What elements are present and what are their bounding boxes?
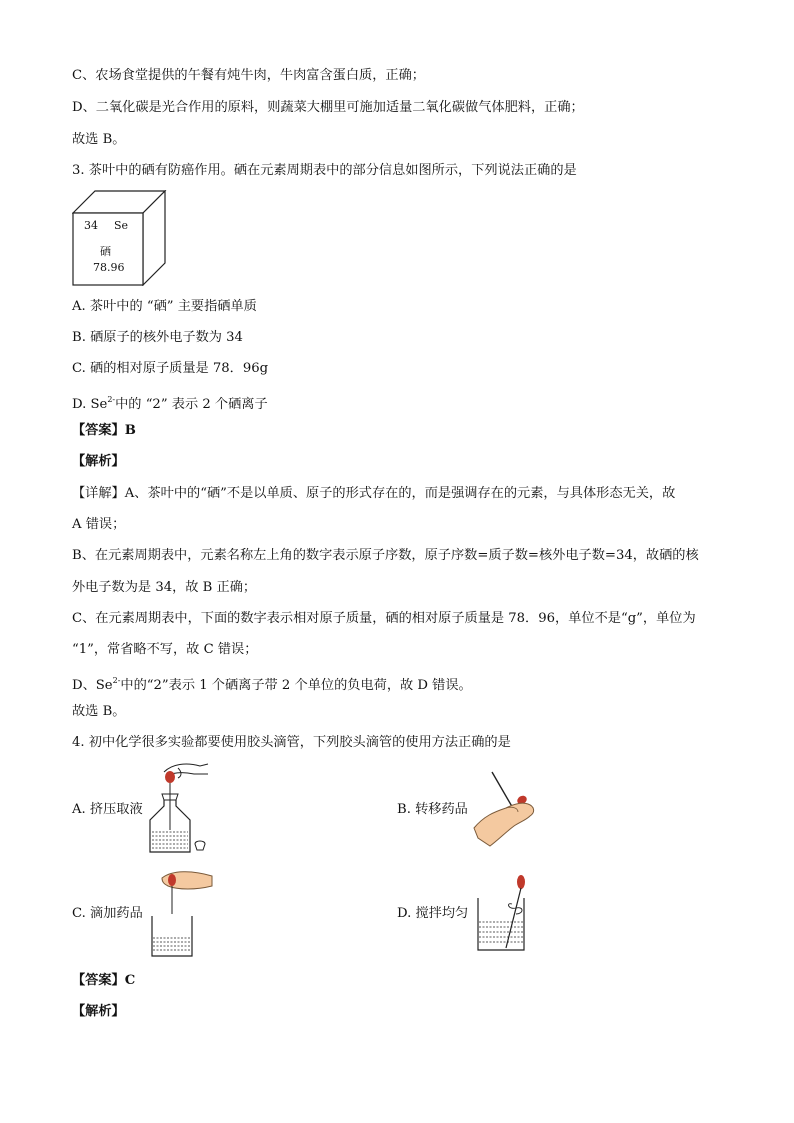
detail-line: A 错误；	[72, 517, 126, 532]
detail-line: 外电子数为是 34，故 B 正确；	[72, 580, 257, 595]
question-3-stem: 3. 茶叶中的硒有防癌作用。硒在元素周期表中的部分信息如图所示，下列说法正确的是	[72, 163, 577, 178]
squeeze-dropper-figure	[142, 760, 212, 856]
detail-line: C、在元素周期表中，下面的数字表示相对原子质量，硒的相对原子质量是 78．96，单位不是“g”，单位为	[72, 611, 696, 626]
element-symbol: Se	[114, 219, 129, 232]
option-4b-label: B. 转移药品	[397, 802, 468, 817]
dropper-above-beaker-figure	[148, 868, 222, 958]
element-name: 硒	[100, 245, 111, 258]
option-b: B. 硒原子的核外电子数为 34	[72, 330, 243, 345]
analysis-label: 【解析】	[72, 454, 125, 469]
answer-label: 【答案】B	[72, 423, 136, 438]
answer-label-4: 【答案】C	[72, 973, 136, 988]
text-line: C、农场食堂提供的午餐有炖牛肉，牛肉富含蛋白质，正确；	[72, 68, 425, 83]
atomic-number: 34	[84, 219, 98, 232]
text-line: D、二氧化碳是光合作用的原料，则蔬菜大棚里可施加适量二氧化碳做气体肥料，正确；	[72, 100, 584, 115]
detail-line: D、$Se^{2-}$中的“2”表示 1 个硒离子带 2 个单位的负电荷，故 D 错误。	[72, 676, 472, 693]
option-a: A. 茶叶中的 “硒” 主要指硒单质	[72, 299, 257, 314]
detail-line: 【详解】A、茶叶中的“硒”不是以单质、原子的形式存在的，而是强调存在的元素，与具体形态无关，故	[72, 486, 676, 501]
element-tile-figure	[72, 190, 168, 286]
option-d: D. $Se^{2-}$中的 “2” 表示 2 个硒离子	[72, 395, 268, 412]
text-line: 故选 B。	[72, 132, 126, 147]
option-4d-label: D. 搅拌均匀	[397, 906, 469, 921]
dropper-in-beaker-figure	[474, 874, 544, 954]
option-c: C. 硒的相对原子质量是 78．96g	[72, 361, 269, 376]
question-4-stem: 4. 初中化学很多实验都要使用胶头滴管，下列胶头滴管的使用方法正确的是	[72, 735, 511, 750]
atomic-mass: 78.96	[93, 261, 125, 274]
hand-holding-dropper-figure	[470, 768, 544, 850]
option-4c-label: C. 滴加药品	[72, 906, 143, 921]
analysis-label-4: 【解析】	[72, 1004, 125, 1019]
choose-line: 故选 B。	[72, 704, 126, 719]
detail-line: “1”，常省略不写，故 C 错误；	[72, 642, 258, 657]
option-4a-label: A. 挤压取液	[72, 802, 143, 817]
detail-line: B、在元素周期表中，元素名称左上角的数字表示原子序数，原子序数=质子数=核外电子数=34，故硒的核	[72, 548, 699, 563]
